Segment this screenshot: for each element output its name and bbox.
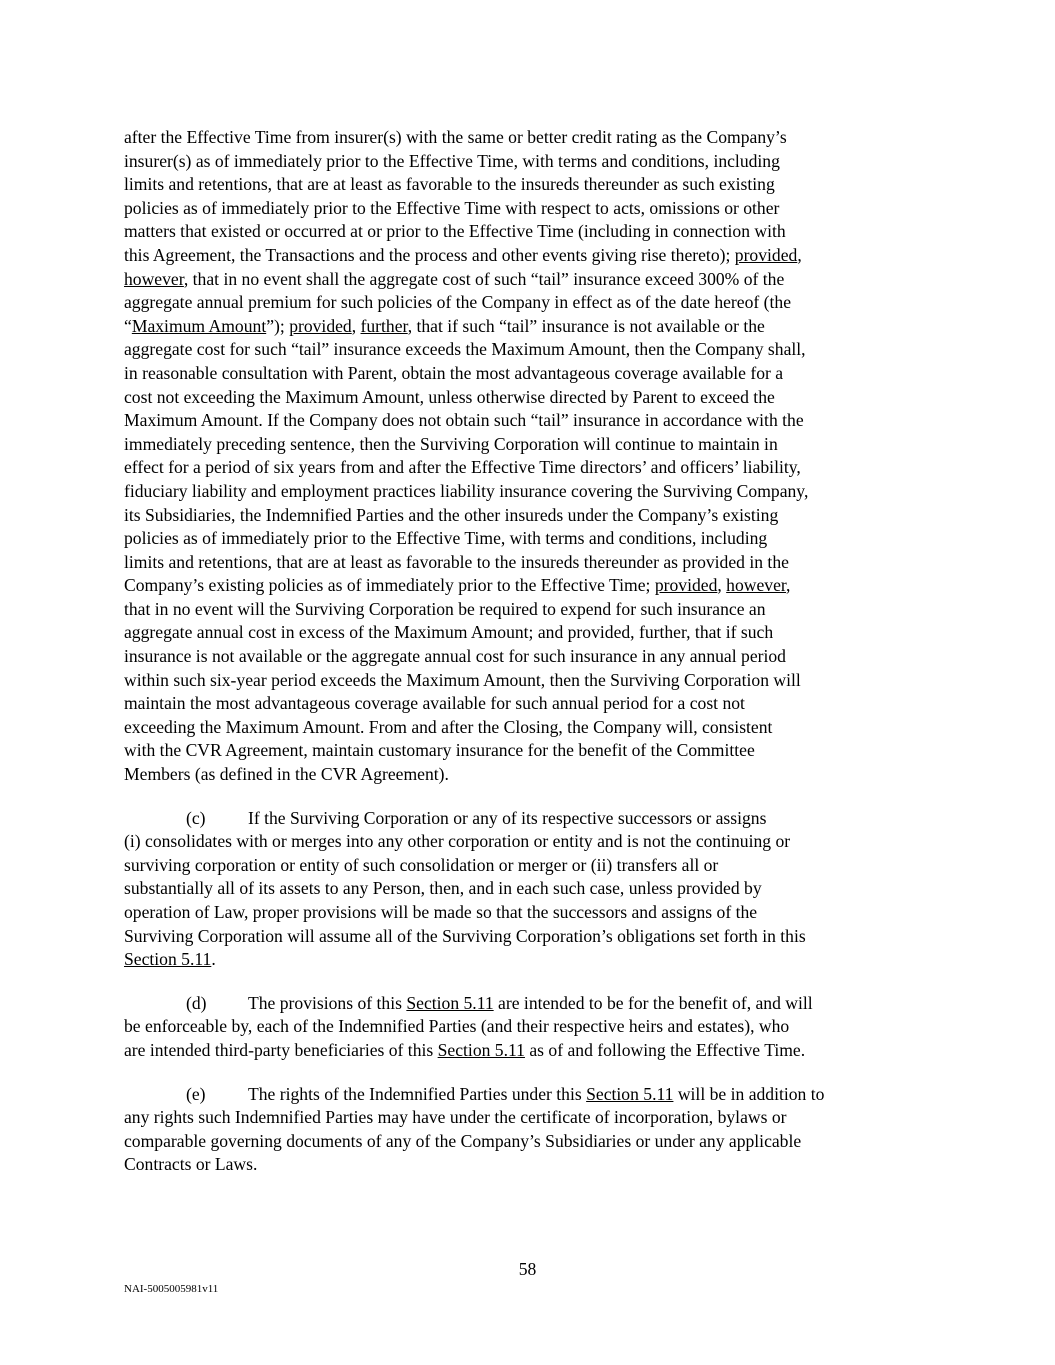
text-line: maintain the most advantageous coverage available for such annual period for a cost not — [124, 693, 745, 714]
section-reference: Section 5.11 — [437, 1039, 525, 1060]
paragraph-e — [124, 1083, 934, 1177]
text-run: this Agreement, the Transactions and the process and other events giving rise thereto); — [124, 244, 735, 265]
text-run: , that in no event shall the aggregate cost of such “tail” insurance exceed 300% of the — [183, 268, 785, 289]
text-line — [124, 992, 934, 1016]
section-reference: Section 5.11 — [406, 992, 494, 1013]
text-run: The rights of the Indemnified Parties under this — [248, 1083, 587, 1104]
text-line: policies as of immediately prior to the Effective Time, with terms and conditions, including — [124, 528, 768, 549]
text-line — [124, 948, 934, 972]
text-run: are intended third-party beneficiaries of this — [124, 1039, 438, 1060]
text-run: Company’s existing policies as of immediately prior to the Effective Time; — [124, 575, 655, 596]
text-line: after the Effective Time from insurer(s) with the same or better credit rating as the Company’s — [124, 127, 787, 147]
text-run: as of and following the Effective Time. — [524, 1039, 806, 1060]
text-run: , that if such “tail” insurance is not available or the — [407, 315, 765, 336]
paragraph-d — [124, 992, 934, 1063]
section-reference: Section 5.11 — [124, 949, 212, 970]
defined-term-maximum-amount: Maximum Amount — [131, 315, 267, 336]
paragraph-label: (d) — [186, 992, 207, 1013]
text-run: ”); — [266, 315, 290, 336]
text-line: aggregate annual premium for such policies of the Company in effect as of the date hereof (the — [124, 292, 792, 313]
text-line: aggregate cost for such “tail” insurance exceeds the Maximum Amount, then the Company shall, — [124, 339, 806, 360]
text-line: Surviving Corporation will assume all of the Surviving Corporation’s obligations set forth in this — [124, 925, 806, 946]
text-line — [124, 244, 934, 268]
defined-term-however: however — [124, 268, 184, 289]
paragraph-label: (c) — [186, 807, 206, 828]
text-line: be enforceable by, each of the Indemnified Parties (and their respective heirs and estates), who — [124, 1016, 790, 1037]
text-line: policies as of immediately prior to the Effective Time with respect to acts, omissions or other — [124, 197, 780, 218]
page-number: 58 — [518, 1259, 537, 1279]
text-run: will be in addition to — [673, 1083, 825, 1104]
text-line — [124, 1039, 934, 1063]
text-line: insurance is not available or the aggregate annual cost for such insurance in any annual period — [124, 646, 786, 667]
text-line: within such six-year period exceeds the Maximum Amount, then the Surviving Corporation will — [124, 669, 801, 690]
paragraph-a-continued — [124, 126, 934, 787]
document-id: NAI-5005005981v11 — [124, 1283, 219, 1295]
text-run: , — [717, 575, 727, 596]
text-line: immediately preceding sentence, then the Surviving Corporation will continue to maintain in — [124, 433, 778, 454]
text-line: cost not exceeding the Maximum Amount, unless otherwise directed by Parent to exceed the — [124, 386, 775, 407]
text-run: , — [797, 244, 802, 265]
defined-term-provided: provided — [734, 244, 798, 265]
paragraph-label: (e) — [186, 1083, 206, 1104]
text-line: exceeding the Maximum Amount. From and after the Closing, the Company will, consistent — [124, 716, 773, 737]
text-line: (i) consolidates with or merges into any other corporation or entity and is not the continuing or — [124, 831, 791, 852]
text-line: that in no event will the Surviving Corporation be required to expend for such insurance an — [124, 598, 766, 619]
text-line: Contracts or Laws. — [124, 1154, 258, 1175]
text-line: aggregate annual cost in excess of the Maximum Amount; and provided, further, that if such — [124, 622, 774, 643]
text-line: insurer(s) as of immediately prior to the Effective Time, with terms and conditions, including — [124, 150, 780, 171]
text-line: Maximum Amount. If the Company does not obtain such “tail” insurance in accordance with the — [124, 410, 804, 431]
text-line: limits and retentions, that are at least as favorable to the insureds thereunder as provided in the — [124, 551, 789, 572]
text-run: . — [211, 949, 216, 970]
text-line: limits and retentions, that are at least as favorable to the insureds thereunder as such existing — [124, 174, 775, 195]
text-line: its Subsidiaries, the Indemnified Parties and the other insureds under the Company’s existing — [124, 504, 779, 525]
text-line — [124, 1083, 934, 1107]
text-line: in reasonable consultation with Parent, obtain the most advantageous coverage available for a — [124, 362, 784, 383]
text-line: fiduciary liability and employment practices liability insurance covering the Surviving Company, — [124, 480, 809, 501]
section-reference: Section 5.11 — [586, 1083, 674, 1104]
paragraph-c — [124, 807, 934, 972]
text-line: with the CVR Agreement, maintain customary insurance for the benefit of the Committee — [124, 740, 755, 761]
text-line — [124, 807, 934, 831]
defined-term-provided: provided — [654, 575, 718, 596]
text-run: “ — [124, 315, 132, 336]
text-line: operation of Law, proper provisions will be made so that the successors and assigns of the — [124, 902, 758, 922]
text-line: matters that existed or occurred at or prior to the Effective Time (including in connection with — [124, 221, 786, 242]
defined-term-however: however — [726, 575, 787, 596]
text-line: substantially all of its assets to any Person, then, and in each such case, unless provided by — [124, 878, 762, 899]
text-line: Members (as defined in the CVR Agreement). — [124, 764, 449, 785]
text-line: comparable governing documents of any of the Company’s Subsidiaries or under any applicable — [124, 1130, 802, 1151]
text-line: any rights such Indemnified Parties may have under the certificate of incorporation, bylaws or — [124, 1107, 787, 1128]
defined-term-further: further — [360, 315, 408, 336]
text-line — [124, 574, 934, 598]
defined-term-provided: provided — [289, 315, 352, 336]
text-line — [124, 268, 934, 292]
text-line — [124, 315, 934, 339]
text-run: , — [351, 315, 361, 336]
text-line: surviving corporation or entity of such consolidation or merger or (ii) transfers all or — [124, 854, 719, 875]
text-run: If the Surviving Corporation or any of its respective successors or assigns — [248, 807, 767, 828]
text-line: effect for a period of six years from and after the Effective Time directors’ and officers’ liability, — [124, 457, 801, 478]
text-run: are intended to be for the benefit of, and will — [493, 992, 813, 1013]
text-run: The provisions of this — [248, 992, 407, 1013]
document-body — [124, 126, 934, 1177]
text-run: , — [786, 575, 791, 596]
